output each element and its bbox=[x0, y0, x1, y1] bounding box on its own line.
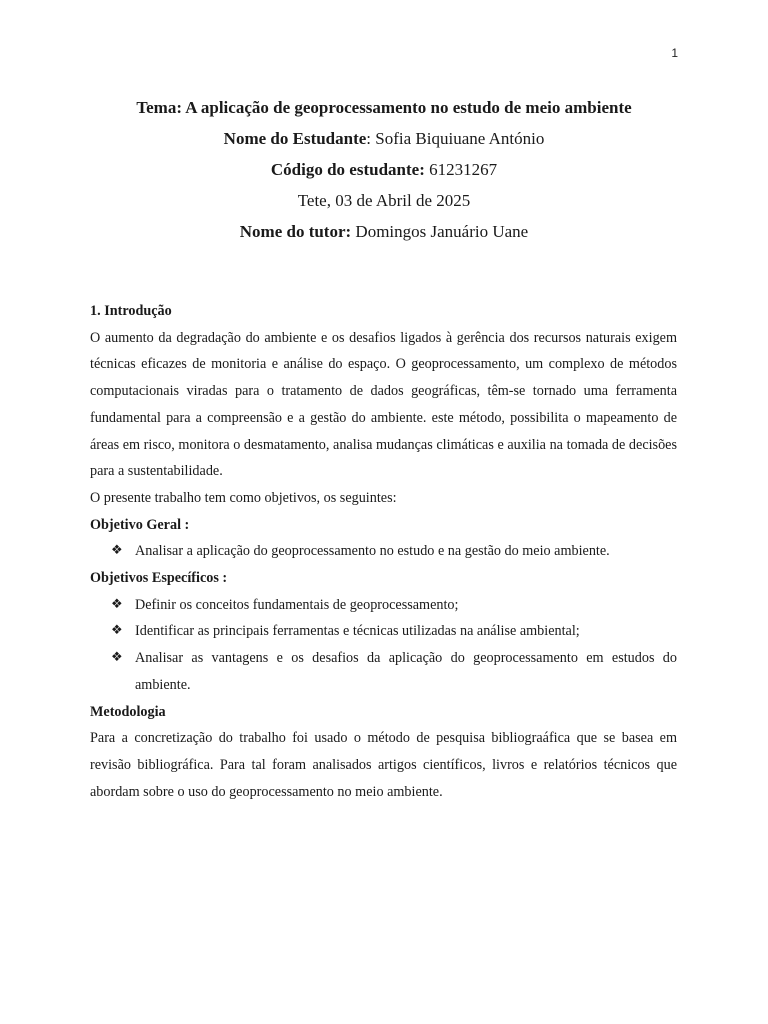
document-title: Tema: A aplicação de geoprocessamento no estudo de meio ambiente bbox=[136, 98, 632, 117]
student-name-value: : Sofia Biquiuane António bbox=[366, 129, 545, 148]
list-item bbox=[90, 618, 677, 645]
general-objective-list bbox=[90, 538, 677, 565]
list-item-text: Definir os conceitos fundamentais de geoprocessamento; bbox=[135, 596, 459, 613]
tutor-label: Nome do tutor: bbox=[239, 222, 352, 241]
specific-objectives-heading: Objetivos Específicos : bbox=[90, 570, 228, 587]
diamond-bullet-icon: ❖ bbox=[111, 596, 123, 612]
student-name-line bbox=[0, 123, 768, 154]
introduction-paragraph: O aumento da degradação do ambiente e os desafios ligados à gerência dos recursos naturais exigem técnicas eficazes de monitoria e análise do espaço. O geoprocessamento, um complexo de métodos computacionais viradas para o tratamento de dados geográficas, têm-se tornado uma ferramenta fundamental para a compreensão e a gestão do ambiente. este método, possibilita o mapeamento de áreas em risco, monitora o desmatamento, analisa mudanças climáticas e auxilia na tomada de decisões para a sustentabilidade. bbox=[90, 329, 677, 480]
list-item bbox=[90, 538, 677, 565]
page-number: 1 bbox=[671, 46, 678, 60]
list-item bbox=[90, 592, 677, 619]
tutor-line bbox=[0, 216, 768, 247]
student-code-label: Código do estudante: bbox=[270, 160, 425, 179]
diamond-bullet-icon: ❖ bbox=[111, 623, 123, 639]
student-name-label: Nome do Estudante bbox=[223, 129, 367, 148]
document-body bbox=[90, 298, 677, 805]
tutor-value: Domingos Januário Uane bbox=[351, 222, 529, 241]
document-header bbox=[0, 92, 768, 247]
list-item bbox=[90, 645, 677, 698]
list-item-text: Analisar as vantagens e os desafios da aplicação do geoprocessamento em estudos do ambiente. bbox=[135, 650, 677, 693]
general-objective-heading: Objetivo Geral : bbox=[90, 516, 190, 533]
methodology-paragraph: Para a concretização do trabalho foi usado o método de pesquisa bibliograáfica que se basea em revisão bibliográfica. Para tal foram analisados artigos científicos, livros e relatórios técnicos que abordam sobre o uso do geoprocessamento no meio ambiente. bbox=[90, 730, 677, 800]
introduction-heading: 1. Introdução bbox=[90, 303, 172, 319]
diamond-bullet-icon: ❖ bbox=[111, 650, 123, 666]
diamond-bullet-icon: ❖ bbox=[111, 543, 123, 559]
specific-objectives-list bbox=[90, 592, 677, 699]
list-item-text: Identificar as principais ferramentas e técnicas utilizadas na análise ambiental; bbox=[135, 623, 580, 640]
list-item-text: Analisar a aplicação do geoprocessamento no estudo e na gestão do meio ambiente. bbox=[135, 543, 610, 560]
student-code-line bbox=[0, 154, 768, 185]
methodology-heading: Metodologia bbox=[90, 703, 166, 720]
student-code-value: 61231267 bbox=[424, 160, 498, 179]
objectives-intro: O presente trabalho tem como objetivos, os seguintes: bbox=[90, 489, 397, 506]
place-date: Tete, 03 de Abril de 2025 bbox=[297, 191, 471, 210]
